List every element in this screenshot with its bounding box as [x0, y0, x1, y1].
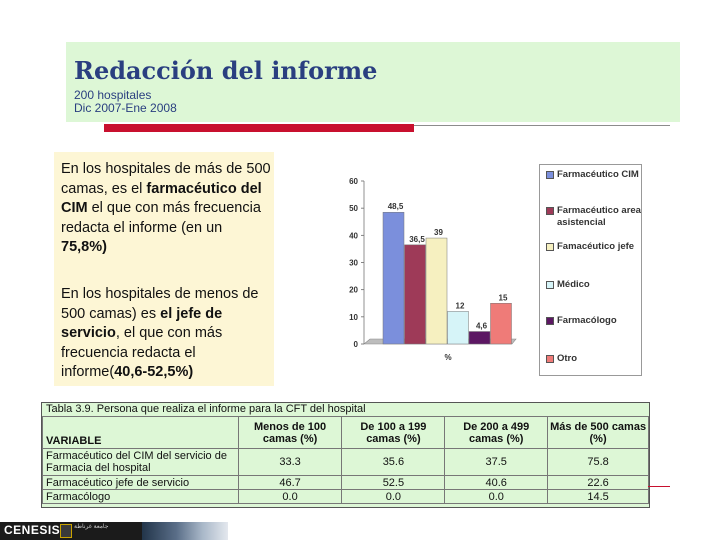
legend-label: Otro	[557, 353, 578, 364]
table-row	[43, 449, 649, 476]
variable-header: VARIABLE	[43, 417, 239, 449]
para2-bold2: 40,6-52,5%)	[114, 364, 194, 380]
para1-part2: el que con más frecuencia redacta el informe (en un	[61, 200, 261, 236]
bar-data-label: 36,5	[409, 234, 425, 244]
column-header: Menos de 100 camas (%)	[238, 417, 342, 449]
table-header-row	[43, 417, 649, 449]
legend-swatch	[546, 317, 554, 325]
bar	[469, 332, 490, 344]
legend-label: Farmacólogo	[557, 315, 617, 326]
y-tick-label: 20	[349, 285, 358, 295]
table-caption: Tabla 3.9. Persona que realiza el informe para la CFT del hospital	[46, 403, 366, 415]
bar	[383, 212, 404, 344]
cenesis-logo: CENESIS	[4, 523, 61, 537]
bar-data-label: 12	[455, 301, 465, 311]
bar-data-label: 4,6	[475, 321, 488, 331]
data-table-panel	[41, 402, 650, 508]
table-cell: 0.0	[238, 490, 342, 504]
table-accent-line	[648, 486, 670, 487]
university-emblem-icon	[60, 524, 72, 538]
para2-part1: En los hospitales de menos de 500 camas) es	[61, 286, 259, 322]
table-cell: 22.6	[548, 476, 649, 490]
y-tick-label: 50	[349, 204, 358, 214]
subtitle-line-2: Dic 2007-Ene 2008	[74, 101, 177, 115]
column-header: De 200 a 499 camas (%)	[445, 417, 548, 449]
row-label: Farmacéutico del CIM del servicio de Farmacia del hospital	[43, 449, 239, 476]
bar	[491, 303, 512, 344]
y-tick-label: 40	[349, 231, 358, 241]
table-cell: 33.3	[238, 449, 342, 476]
slide-title: Redacción del informe	[74, 56, 378, 85]
bar-chart	[335, 164, 535, 364]
row-label: Farmacólogo	[43, 490, 239, 504]
summary-paragraph-1	[61, 160, 271, 258]
y-tick-label: 0	[353, 340, 358, 349]
footer-photo	[142, 522, 228, 540]
bar	[405, 245, 426, 344]
table-cell: 40.6	[445, 476, 548, 490]
legend-label: Famacéutico jefe	[557, 241, 635, 252]
bar	[426, 238, 447, 344]
bar	[448, 311, 469, 344]
table-cell: 46.7	[238, 476, 342, 490]
legend-swatch	[546, 207, 554, 215]
legend-swatch	[546, 171, 554, 179]
table-cell: 75.8	[548, 449, 649, 476]
table-cell: 35.6	[342, 449, 445, 476]
para1-bold2: 75,8%)	[61, 239, 107, 255]
legend-swatch	[546, 243, 554, 251]
table-cell: 0.0	[445, 490, 548, 504]
para2-bold1: el jefe de servicio	[61, 305, 223, 341]
header-accent-bar	[104, 124, 414, 132]
row-label: Farmacéutico jefe de servicio	[43, 476, 239, 490]
university-wordmark: جامعة غرناطة	[74, 524, 109, 530]
y-tick-label: 10	[349, 312, 358, 322]
data-table	[42, 416, 649, 504]
table-cell: 37.5	[445, 449, 548, 476]
table-row	[43, 490, 649, 504]
legend-label: Médico	[557, 279, 590, 290]
bar-data-label: 15	[498, 293, 508, 303]
bar-data-label: 39	[434, 228, 443, 238]
legend-swatch	[546, 355, 554, 363]
chart-legend	[539, 164, 642, 376]
slide-subtitle	[74, 89, 177, 115]
column-header: De 100 a 199 camas (%)	[342, 417, 445, 449]
table-row	[43, 476, 649, 490]
legend-label: Farmacéutico CIM	[557, 169, 639, 180]
summary-paragraph-2	[61, 285, 271, 383]
para1-part1: En los hospitales de más de 500 camas, es el	[61, 161, 271, 197]
table-cell: 14.5	[548, 490, 649, 504]
y-tick-label: 30	[349, 258, 358, 268]
table-cell: 0.0	[342, 490, 445, 504]
y-tick-label: 60	[349, 177, 358, 186]
para1-bold1: farmacéutico del CIM	[61, 180, 262, 216]
x-axis-label: %	[444, 353, 452, 362]
legend-swatch	[546, 281, 554, 289]
column-header: Más de 500 camas (%)	[548, 417, 649, 449]
para2-part2: , el que con más frecuencia redacta el informe(	[61, 325, 223, 380]
table-cell: 52.5	[342, 476, 445, 490]
legend-label: Farmacéutico area asistencial	[557, 205, 641, 228]
bar-data-label: 48,5	[387, 202, 404, 212]
subtitle-line-1: 200 hospitales	[74, 88, 152, 102]
